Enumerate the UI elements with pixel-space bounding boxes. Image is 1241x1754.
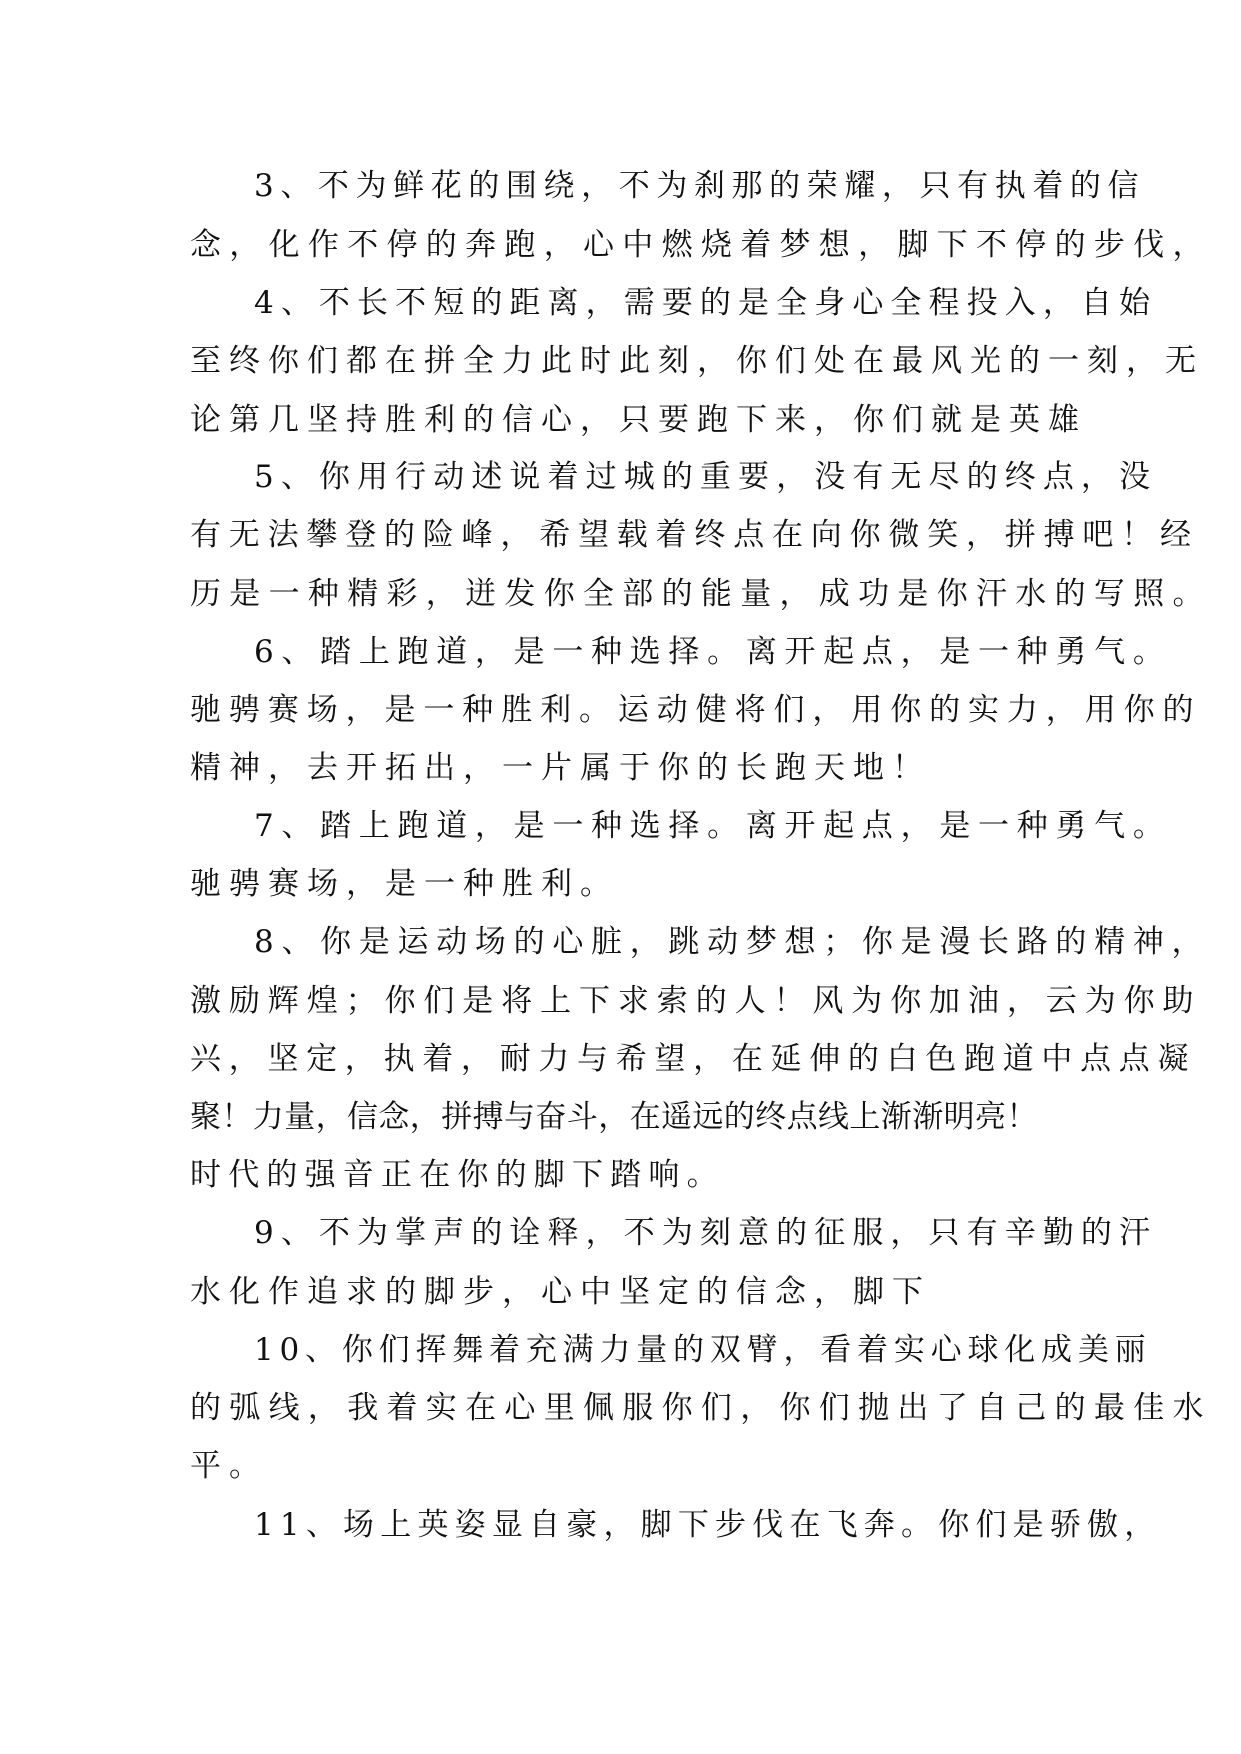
text-line: 平。 bbox=[190, 1448, 268, 1484]
text-line: 9、不为掌声的诠释，不为刻意的征服，只有辛勤的汗 bbox=[254, 1215, 1158, 1251]
text-line: 至终你们都在拼全力此时此刻，你们处在最风光的一刻，无 bbox=[190, 343, 1204, 379]
text-line: 历是一种精彩，迸发你全部的能量，成功是你汗水的写照。 bbox=[190, 576, 1212, 612]
text-line: 论第几坚持胜利的信心，只要跑下来，你们就是英雄 bbox=[190, 402, 1087, 438]
text-line: 的弧线，我着实在心里佩服你们，你们抛出了自己的最佳水 bbox=[190, 1390, 1212, 1426]
text-line: 念，化作不停的奔跑，心中燃烧着梦想，脚下不停的步伐， bbox=[190, 227, 1212, 263]
text-line: 水化作追求的脚步，心中坚定的信念，脚下 bbox=[190, 1274, 931, 1310]
text-line: 驰骋赛场，是一种胜利。 bbox=[190, 866, 619, 902]
text-line: 7、踏上跑道，是一种选择。离开起点，是一种勇气。 bbox=[254, 808, 1172, 844]
text-line: 聚！力量，信念，拼搏与奋斗，在遥远的终点线上渐渐明亮！ bbox=[190, 1099, 1038, 1135]
text-line: 10、你们挥舞着充满力量的双臂，看着实心球化成美丽 bbox=[254, 1332, 1152, 1368]
text-line: 激励辉煌；你们是将上下求索的人！风为你加油，云为你助 bbox=[190, 983, 1202, 1019]
text-line: 8、你是运动场的心脏，跳动梦想；你是漫长路的精神， bbox=[254, 924, 1211, 960]
text-line: 5、你用行动述说着过城的重要，没有无尽的终点，没 bbox=[254, 459, 1158, 495]
text-line: 11、场上英姿显自豪，脚下步伐在飞奔。你们是骄傲， bbox=[254, 1507, 1162, 1543]
text-line: 时代的强音正在你的脚下踏响。 bbox=[190, 1157, 725, 1193]
text-line: 3、不为鲜花的围绕，不为刹那的荣耀，只有执着的信 bbox=[254, 168, 1146, 204]
text-line: 精神，去开拓出，一片属于你的长跑天地！ bbox=[190, 750, 931, 786]
text-line: 驰骋赛场，是一种胜利。运动健将们，用你的实力，用你的 bbox=[190, 692, 1202, 728]
text-line: 兴，坚定，执着，耐力与希望，在延伸的白色跑道中点点凝 bbox=[190, 1041, 1197, 1077]
text-line: 4、不长不短的距离，需要的是全身心全程投入，自始 bbox=[254, 285, 1158, 321]
text-line: 6、踏上跑道，是一种选择。离开起点，是一种勇气。 bbox=[254, 634, 1172, 670]
text-line: 有无法攀登的险峰，希望载着终点在向你微笑，拼搏吧！经 bbox=[190, 517, 1199, 553]
